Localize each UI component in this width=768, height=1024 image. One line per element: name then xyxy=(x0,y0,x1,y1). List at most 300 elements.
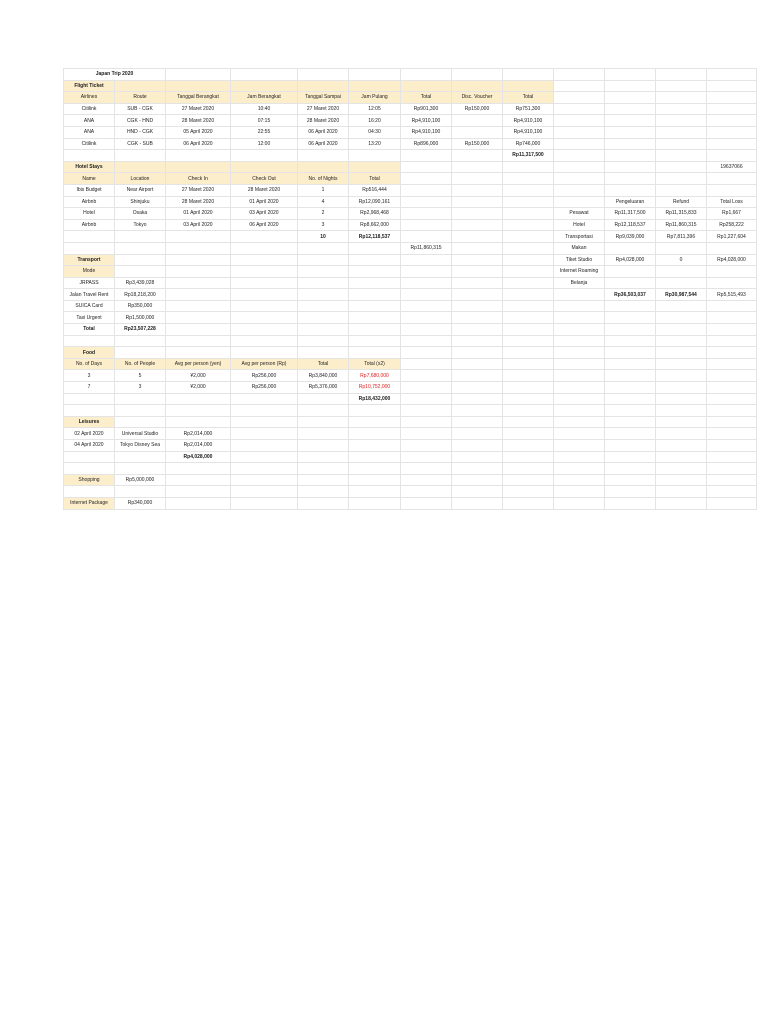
table-cell[interactable] xyxy=(349,277,401,289)
table-cell[interactable]: Rp258,222 xyxy=(707,219,757,231)
table-cell[interactable] xyxy=(401,208,452,220)
table-cell[interactable] xyxy=(452,150,503,162)
table-cell[interactable] xyxy=(656,92,707,104)
table-cell[interactable]: Rp896,000 xyxy=(401,138,452,150)
table-cell[interactable] xyxy=(349,440,401,452)
table-cell[interactable]: Citilink xyxy=(64,103,115,115)
table-cell[interactable] xyxy=(605,161,656,173)
table-cell[interactable] xyxy=(115,486,166,498)
table-cell[interactable] xyxy=(298,69,349,81)
table-cell[interactable] xyxy=(605,497,656,509)
table-cell[interactable]: Location xyxy=(115,173,166,185)
table-cell[interactable]: Rp1,500,000 xyxy=(115,312,166,324)
table-cell[interactable] xyxy=(554,497,605,509)
table-cell[interactable] xyxy=(401,184,452,196)
table-cell[interactable] xyxy=(166,80,231,92)
table-cell[interactable] xyxy=(349,300,401,312)
table-cell[interactable]: Rp4,028,000 xyxy=(166,451,231,463)
table-cell[interactable] xyxy=(605,80,656,92)
table-cell[interactable] xyxy=(166,150,231,162)
table-cell[interactable] xyxy=(231,405,298,417)
table-cell[interactable]: Rp11,860,315 xyxy=(401,242,452,254)
table-cell[interactable] xyxy=(401,486,452,498)
table-cell[interactable] xyxy=(115,416,166,428)
table-cell[interactable] xyxy=(656,405,707,417)
table-cell[interactable]: Rp11,317,500 xyxy=(503,150,554,162)
table-cell[interactable] xyxy=(656,115,707,127)
table-cell[interactable] xyxy=(605,138,656,150)
table-cell[interactable] xyxy=(401,266,452,278)
table-cell[interactable] xyxy=(231,347,298,359)
table-cell[interactable] xyxy=(656,242,707,254)
table-cell[interactable] xyxy=(707,266,757,278)
table-cell[interactable] xyxy=(349,335,401,347)
table-cell[interactable] xyxy=(707,103,757,115)
table-cell[interactable] xyxy=(298,497,349,509)
table-cell[interactable] xyxy=(503,358,554,370)
table-cell[interactable] xyxy=(166,242,231,254)
table-cell[interactable]: Check Out xyxy=(231,173,298,185)
table-cell[interactable] xyxy=(605,451,656,463)
table-cell[interactable]: Food xyxy=(64,347,115,359)
table-cell[interactable] xyxy=(231,393,298,405)
table-cell[interactable] xyxy=(656,300,707,312)
table-cell[interactable] xyxy=(605,440,656,452)
table-cell[interactable]: 3 xyxy=(298,219,349,231)
table-cell[interactable]: Airbnb xyxy=(64,196,115,208)
table-cell[interactable] xyxy=(452,242,503,254)
table-cell[interactable] xyxy=(401,324,452,336)
table-cell[interactable]: 04:30 xyxy=(349,126,401,138)
table-cell[interactable] xyxy=(231,69,298,81)
table-cell[interactable] xyxy=(656,126,707,138)
table-cell[interactable] xyxy=(166,393,231,405)
table-cell[interactable] xyxy=(707,358,757,370)
table-cell[interactable] xyxy=(605,115,656,127)
table-cell[interactable] xyxy=(554,474,605,486)
table-cell[interactable] xyxy=(503,497,554,509)
table-cell[interactable] xyxy=(554,80,605,92)
table-cell[interactable]: Makan xyxy=(554,242,605,254)
table-cell[interactable]: Disc. Voucher xyxy=(452,92,503,104)
table-cell[interactable]: Rp4,910,100 xyxy=(503,115,554,127)
table-cell[interactable]: Near Airport xyxy=(115,184,166,196)
table-cell[interactable]: 10 xyxy=(298,231,349,243)
table-cell[interactable] xyxy=(452,173,503,185)
table-cell[interactable] xyxy=(452,69,503,81)
table-cell[interactable] xyxy=(401,497,452,509)
table-cell[interactable]: 27 Maret 2020 xyxy=(166,184,231,196)
table-cell[interactable]: Rp23,507,228 xyxy=(115,324,166,336)
table-cell[interactable] xyxy=(298,289,349,301)
table-cell[interactable] xyxy=(656,335,707,347)
table-cell[interactable] xyxy=(298,486,349,498)
table-cell[interactable] xyxy=(656,277,707,289)
table-cell[interactable]: Rp746,000 xyxy=(503,138,554,150)
table-cell[interactable]: Flight Ticket xyxy=(64,80,115,92)
table-cell[interactable] xyxy=(554,324,605,336)
table-cell[interactable] xyxy=(554,486,605,498)
table-cell[interactable]: Internet Package xyxy=(64,497,115,509)
table-cell[interactable]: 02 April 2020 xyxy=(64,428,115,440)
table-cell[interactable] xyxy=(298,161,349,173)
table-cell[interactable]: 04 April 2020 xyxy=(64,440,115,452)
table-cell[interactable] xyxy=(656,463,707,475)
table-cell[interactable]: Leisures xyxy=(64,416,115,428)
table-cell[interactable] xyxy=(166,474,231,486)
table-cell[interactable] xyxy=(231,161,298,173)
table-cell[interactable] xyxy=(656,138,707,150)
table-cell[interactable] xyxy=(707,277,757,289)
table-cell[interactable] xyxy=(554,300,605,312)
table-cell[interactable] xyxy=(452,382,503,394)
table-cell[interactable] xyxy=(707,324,757,336)
table-cell[interactable] xyxy=(605,266,656,278)
table-cell[interactable] xyxy=(349,312,401,324)
table-cell[interactable] xyxy=(656,161,707,173)
table-cell[interactable] xyxy=(401,161,452,173)
table-cell[interactable] xyxy=(503,463,554,475)
table-cell[interactable] xyxy=(349,69,401,81)
table-cell[interactable] xyxy=(605,242,656,254)
table-cell[interactable] xyxy=(401,405,452,417)
table-cell[interactable] xyxy=(166,231,231,243)
table-cell[interactable]: Rp4,028,000 xyxy=(605,254,656,266)
table-cell[interactable] xyxy=(554,196,605,208)
table-cell[interactable] xyxy=(503,324,554,336)
table-cell[interactable]: ¥2,000 xyxy=(166,370,231,382)
table-cell[interactable] xyxy=(605,173,656,185)
table-cell[interactable] xyxy=(554,184,605,196)
table-cell[interactable] xyxy=(605,370,656,382)
table-cell[interactable] xyxy=(298,300,349,312)
table-cell[interactable] xyxy=(554,393,605,405)
table-cell[interactable] xyxy=(166,312,231,324)
table-cell[interactable] xyxy=(707,300,757,312)
table-cell[interactable] xyxy=(605,382,656,394)
table-cell[interactable] xyxy=(554,289,605,301)
table-cell[interactable]: Rp10,752,000 xyxy=(349,382,401,394)
table-cell[interactable] xyxy=(231,486,298,498)
table-cell[interactable] xyxy=(452,497,503,509)
table-cell[interactable]: Hotel Stays xyxy=(64,161,115,173)
table-cell[interactable] xyxy=(656,324,707,336)
table-cell[interactable] xyxy=(231,440,298,452)
table-cell[interactable] xyxy=(231,231,298,243)
table-cell[interactable]: Rp2,968,468 xyxy=(349,208,401,220)
table-cell[interactable] xyxy=(166,324,231,336)
table-cell[interactable]: Jam Berangkat xyxy=(231,92,298,104)
table-cell[interactable] xyxy=(452,208,503,220)
table-cell[interactable]: 27 Maret 2020 xyxy=(166,103,231,115)
table-cell[interactable]: ANA xyxy=(64,126,115,138)
table-cell[interactable]: No. of Nights xyxy=(298,173,349,185)
table-cell[interactable] xyxy=(452,196,503,208)
table-cell[interactable]: Rp4,910,100 xyxy=(401,115,452,127)
table-cell[interactable] xyxy=(554,382,605,394)
table-cell[interactable] xyxy=(349,486,401,498)
table-cell[interactable] xyxy=(605,358,656,370)
table-cell[interactable] xyxy=(401,231,452,243)
table-cell[interactable]: 06 April 2020 xyxy=(298,138,349,150)
table-cell[interactable] xyxy=(231,463,298,475)
table-cell[interactable] xyxy=(115,393,166,405)
table-cell[interactable]: Rp30,987,544 xyxy=(656,289,707,301)
table-cell[interactable] xyxy=(401,80,452,92)
table-cell[interactable] xyxy=(401,69,452,81)
table-cell[interactable]: Rp11,317,500 xyxy=(605,208,656,220)
table-cell[interactable] xyxy=(64,451,115,463)
table-cell[interactable]: 28 Maret 2020 xyxy=(298,115,349,127)
table-cell[interactable] xyxy=(503,196,554,208)
table-cell[interactable] xyxy=(115,405,166,417)
table-cell[interactable] xyxy=(349,80,401,92)
table-cell[interactable]: Rp2,014,000 xyxy=(166,428,231,440)
table-cell[interactable] xyxy=(707,416,757,428)
table-cell[interactable] xyxy=(503,416,554,428)
table-cell[interactable] xyxy=(452,393,503,405)
table-cell[interactable] xyxy=(401,173,452,185)
table-cell[interactable]: No. of People xyxy=(115,358,166,370)
table-cell[interactable] xyxy=(166,405,231,417)
table-cell[interactable] xyxy=(656,370,707,382)
table-cell[interactable]: HND - CGK xyxy=(115,126,166,138)
table-cell[interactable]: 16:20 xyxy=(349,115,401,127)
table-cell[interactable] xyxy=(452,126,503,138)
table-cell[interactable]: CGK - SUB xyxy=(115,138,166,150)
table-cell[interactable]: 06 April 2020 xyxy=(298,126,349,138)
table-cell[interactable]: Belanja xyxy=(554,277,605,289)
table-cell[interactable] xyxy=(64,231,115,243)
table-cell[interactable] xyxy=(503,451,554,463)
table-cell[interactable] xyxy=(503,474,554,486)
table-cell[interactable] xyxy=(298,463,349,475)
table-cell[interactable] xyxy=(503,300,554,312)
table-cell[interactable] xyxy=(503,289,554,301)
table-cell[interactable]: Total (x2) xyxy=(349,358,401,370)
table-cell[interactable] xyxy=(452,486,503,498)
table-cell[interactable]: 01 April 2020 xyxy=(166,208,231,220)
table-cell[interactable] xyxy=(231,254,298,266)
table-cell[interactable]: Rp150,000 xyxy=(452,103,503,115)
table-cell[interactable] xyxy=(605,463,656,475)
table-cell[interactable]: ANA xyxy=(64,115,115,127)
table-cell[interactable] xyxy=(707,428,757,440)
table-cell[interactable]: Rp3,840,000 xyxy=(298,370,349,382)
table-cell[interactable] xyxy=(503,266,554,278)
table-cell[interactable]: Rp12,118,537 xyxy=(605,219,656,231)
table-cell[interactable] xyxy=(554,92,605,104)
table-cell[interactable] xyxy=(503,335,554,347)
table-cell[interactable]: 28 Maret 2020 xyxy=(166,196,231,208)
table-cell[interactable] xyxy=(452,184,503,196)
table-cell[interactable] xyxy=(231,324,298,336)
table-cell[interactable] xyxy=(503,405,554,417)
table-cell[interactable] xyxy=(401,428,452,440)
table-cell[interactable] xyxy=(503,382,554,394)
table-cell[interactable] xyxy=(298,451,349,463)
table-cell[interactable] xyxy=(656,173,707,185)
table-cell[interactable] xyxy=(605,428,656,440)
table-cell[interactable] xyxy=(349,474,401,486)
table-cell[interactable] xyxy=(452,416,503,428)
table-cell[interactable] xyxy=(452,266,503,278)
table-cell[interactable] xyxy=(707,312,757,324)
table-cell[interactable] xyxy=(166,463,231,475)
table-cell[interactable] xyxy=(166,277,231,289)
table-cell[interactable] xyxy=(231,242,298,254)
table-cell[interactable] xyxy=(605,126,656,138)
table-cell[interactable]: Rp256,000 xyxy=(231,370,298,382)
table-cell[interactable]: Rp751,300 xyxy=(503,103,554,115)
table-cell[interactable]: Hotel xyxy=(554,219,605,231)
table-cell[interactable]: 27 Maret 2020 xyxy=(298,103,349,115)
table-cell[interactable] xyxy=(452,115,503,127)
table-cell[interactable] xyxy=(64,242,115,254)
table-cell[interactable]: 4 xyxy=(298,196,349,208)
table-cell[interactable] xyxy=(656,486,707,498)
table-cell[interactable] xyxy=(605,150,656,162)
table-cell[interactable]: 13:20 xyxy=(349,138,401,150)
table-cell[interactable]: Jalan Travel Rent xyxy=(64,289,115,301)
table-cell[interactable] xyxy=(656,428,707,440)
table-cell[interactable] xyxy=(707,440,757,452)
table-cell[interactable]: Rp5,000,000 xyxy=(115,474,166,486)
table-cell[interactable] xyxy=(554,347,605,359)
table-cell[interactable] xyxy=(605,300,656,312)
table-cell[interactable] xyxy=(115,150,166,162)
table-cell[interactable] xyxy=(707,69,757,81)
table-cell[interactable] xyxy=(298,324,349,336)
table-cell[interactable]: 12:05 xyxy=(349,103,401,115)
table-cell[interactable] xyxy=(707,138,757,150)
table-cell[interactable] xyxy=(452,254,503,266)
table-cell[interactable]: Rp18,218,200 xyxy=(115,289,166,301)
table-cell[interactable] xyxy=(401,219,452,231)
table-cell[interactable] xyxy=(503,347,554,359)
table-cell[interactable] xyxy=(401,289,452,301)
table-cell[interactable] xyxy=(554,138,605,150)
table-cell[interactable] xyxy=(707,115,757,127)
table-cell[interactable] xyxy=(298,80,349,92)
table-cell[interactable] xyxy=(349,266,401,278)
table-cell[interactable]: SUICA Card xyxy=(64,300,115,312)
table-cell[interactable] xyxy=(349,254,401,266)
table-cell[interactable]: Airbnb xyxy=(64,219,115,231)
table-cell[interactable] xyxy=(115,347,166,359)
table-cell[interactable] xyxy=(656,184,707,196)
table-cell[interactable]: 22:55 xyxy=(231,126,298,138)
table-cell[interactable]: Transportasi xyxy=(554,231,605,243)
table-cell[interactable] xyxy=(605,416,656,428)
table-cell[interactable] xyxy=(503,393,554,405)
table-cell[interactable] xyxy=(298,416,349,428)
table-cell[interactable] xyxy=(231,266,298,278)
table-cell[interactable] xyxy=(231,80,298,92)
table-cell[interactable] xyxy=(166,161,231,173)
table-cell[interactable] xyxy=(349,150,401,162)
table-cell[interactable] xyxy=(401,440,452,452)
table-cell[interactable]: Rp901,300 xyxy=(401,103,452,115)
table-cell[interactable] xyxy=(554,312,605,324)
table-cell[interactable] xyxy=(298,393,349,405)
table-cell[interactable] xyxy=(656,382,707,394)
table-cell[interactable] xyxy=(503,440,554,452)
table-cell[interactable] xyxy=(231,300,298,312)
table-cell[interactable] xyxy=(452,428,503,440)
table-cell[interactable]: Rp11,860,315 xyxy=(656,219,707,231)
table-cell[interactable] xyxy=(605,347,656,359)
table-cell[interactable] xyxy=(401,382,452,394)
table-cell[interactable] xyxy=(298,440,349,452)
table-cell[interactable] xyxy=(554,428,605,440)
table-cell[interactable]: Tokyo xyxy=(115,219,166,231)
table-cell[interactable] xyxy=(452,277,503,289)
table-cell[interactable]: 3 xyxy=(64,370,115,382)
table-cell[interactable] xyxy=(64,150,115,162)
table-cell[interactable] xyxy=(231,335,298,347)
table-cell[interactable]: Total xyxy=(503,92,554,104)
table-cell[interactable] xyxy=(656,497,707,509)
table-cell[interactable] xyxy=(554,173,605,185)
table-cell[interactable] xyxy=(554,405,605,417)
table-cell[interactable]: 7 xyxy=(64,382,115,394)
table-cell[interactable] xyxy=(707,184,757,196)
table-cell[interactable] xyxy=(115,463,166,475)
table-cell[interactable] xyxy=(707,370,757,382)
table-cell[interactable]: 05 April 2020 xyxy=(166,126,231,138)
table-cell[interactable] xyxy=(349,463,401,475)
table-cell[interactable] xyxy=(452,324,503,336)
table-cell[interactable]: 03 April 2020 xyxy=(231,208,298,220)
table-cell[interactable]: ¥2,000 xyxy=(166,382,231,394)
table-cell[interactable] xyxy=(707,405,757,417)
table-cell[interactable] xyxy=(64,463,115,475)
table-cell[interactable]: Taxi Urgent xyxy=(64,312,115,324)
table-cell[interactable] xyxy=(231,150,298,162)
table-cell[interactable]: Avg per person (Rp) xyxy=(231,358,298,370)
table-cell[interactable] xyxy=(231,312,298,324)
table-cell[interactable] xyxy=(452,474,503,486)
table-cell[interactable]: Internet Roaming xyxy=(554,266,605,278)
table-cell[interactable] xyxy=(452,289,503,301)
table-cell[interactable] xyxy=(503,219,554,231)
table-cell[interactable] xyxy=(605,184,656,196)
table-cell[interactable] xyxy=(401,254,452,266)
table-cell[interactable] xyxy=(166,486,231,498)
table-cell[interactable] xyxy=(605,277,656,289)
table-cell[interactable] xyxy=(656,347,707,359)
table-cell[interactable] xyxy=(554,115,605,127)
table-cell[interactable] xyxy=(707,92,757,104)
table-cell[interactable]: Total xyxy=(349,173,401,185)
table-cell[interactable] xyxy=(503,428,554,440)
table-cell[interactable] xyxy=(503,208,554,220)
table-cell[interactable] xyxy=(707,393,757,405)
table-cell[interactable] xyxy=(503,69,554,81)
table-cell[interactable] xyxy=(452,440,503,452)
table-cell[interactable] xyxy=(349,242,401,254)
table-cell[interactable] xyxy=(452,300,503,312)
table-cell[interactable]: Mode xyxy=(64,266,115,278)
table-cell[interactable] xyxy=(166,289,231,301)
table-cell[interactable] xyxy=(298,405,349,417)
table-cell[interactable] xyxy=(166,266,231,278)
table-cell[interactable] xyxy=(656,416,707,428)
table-cell[interactable]: Pesawat xyxy=(554,208,605,220)
table-cell[interactable] xyxy=(554,416,605,428)
table-cell[interactable]: Rp7,811,396 xyxy=(656,231,707,243)
